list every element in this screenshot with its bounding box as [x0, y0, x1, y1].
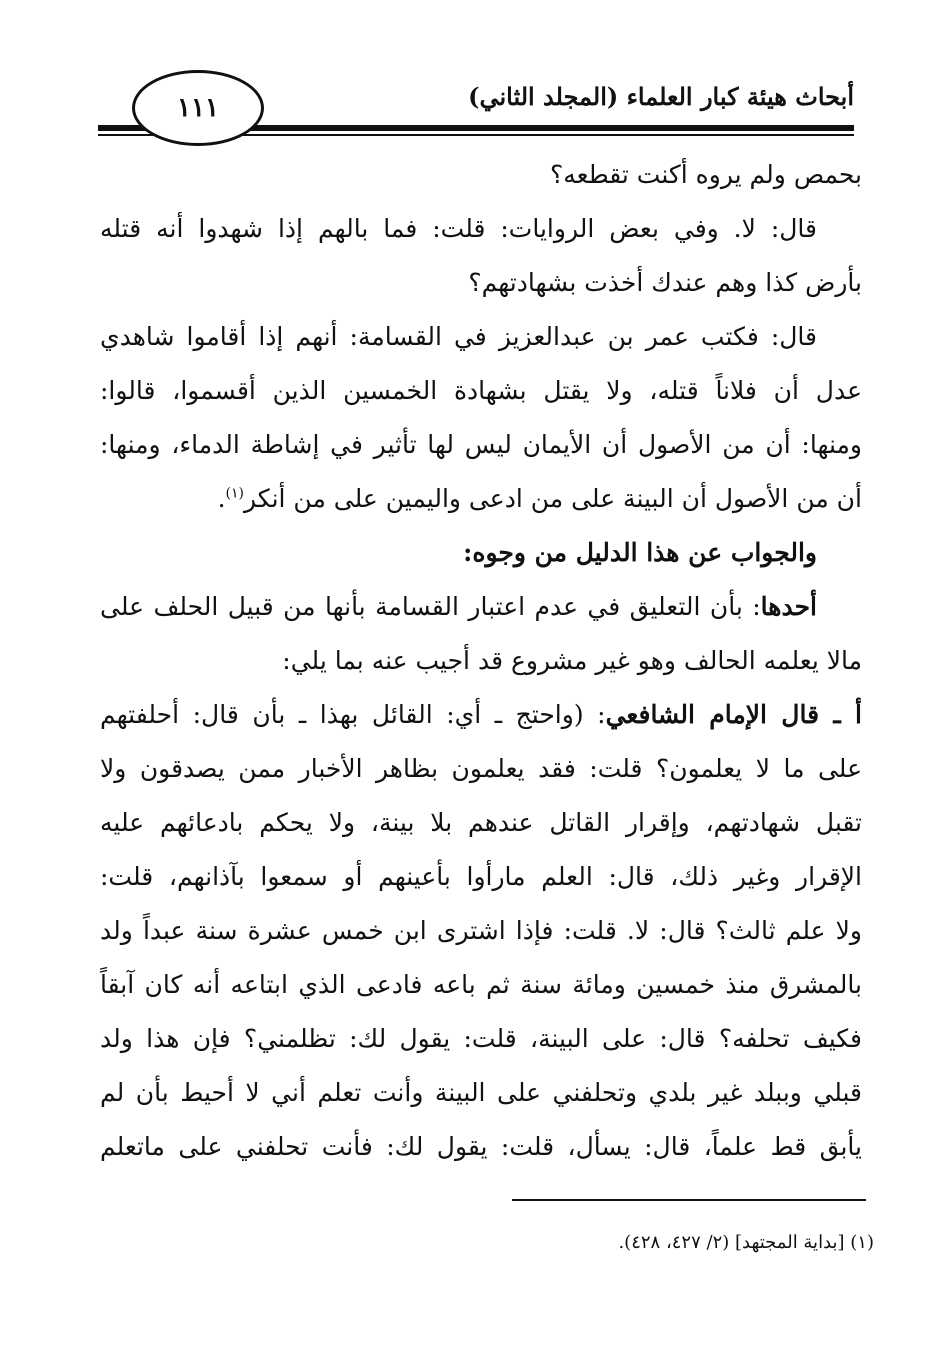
text-line: فكيف تحلفه؟ قال: على البينة، قلت: يقول لك: تظلمني؟ فإن هذا ولد [100, 1024, 862, 1053]
text-line: بأرض كذا وهم عندك أخذت بشهادتهم؟ [468, 268, 862, 297]
bold-lead: أحدها [760, 592, 817, 621]
text-line [100, 472, 862, 526]
bold-lead: أ ـ قال الإمام الشافعي [605, 700, 862, 729]
text-line: مالا يعلمه الحالف وهو غير مشروع قد أجيب عنه بما يلي: [282, 646, 862, 675]
footnote: (١) [بداية المجتهد] (٢/ ٤٢٧، ٤٢٨). [618, 1232, 874, 1253]
text-line [100, 580, 862, 634]
text-line: ولا علم ثالث؟ قال: لا. قلت: فإذا اشترى ابن خمس عشرة سنة عبداً ولد [100, 916, 862, 945]
line-end: . [217, 484, 226, 513]
text-line: على ما لا يعلمون؟ قلت: فقد يعلمون بظاهر الأخبار ممن يصدقون ولا [100, 754, 862, 783]
text-line: عدل أن فلاناً قتله، ولا يقتل بشهادة الخمسين الذين أقسموا، قالوا: [100, 376, 862, 405]
text-line: يأبق قط علماً، قال: يسأل، قلت: يقول لك: فأنت تحلفني على ماتعلم [100, 1132, 862, 1161]
text-line [100, 688, 862, 742]
body-text [100, 148, 862, 1174]
footnote-separator [512, 1199, 866, 1201]
page-header [0, 0, 946, 150]
page-number-badge [132, 70, 264, 146]
line-text: : (واحتج ـ أي: القائل بهذا ـ بأن قال: أحلفتهم [100, 700, 606, 729]
page-number: ١١١ [177, 93, 219, 123]
heading-text: والجواب عن هذا الدليل من وجوه: [463, 538, 817, 567]
text-line: قبلي وببلد غير بلدي وتحلفني على البينة وأنت تعلم أني لا أحيط بأن لم [100, 1078, 862, 1107]
text-line: بالمشرق منذ خمسين ومائة سنة ثم باعه فادعى الذي ابتاعه أنه كان آبقاً [100, 970, 862, 999]
section-heading [100, 526, 862, 580]
text-line: الإقرار وغير ذلك، قال: العلم مارأوا بأعينهم أو سمعوا بآذانهم، قلت: [100, 862, 862, 891]
footnote-reference: (١) [225, 485, 244, 502]
line-text: : بأن التعليق في عدم اعتبار القسامة بأنها من قبيل الحلف على [100, 592, 761, 621]
text-line: بحمص ولم يروه أكنت تقطعه؟ [550, 160, 862, 189]
text-line: قال: لا. وفي بعض الروايات: قلت: فما بالهم إذا شهدوا أنه قتله [100, 214, 817, 243]
line-text: أن من الأصول أن البينة على من ادعى واليمين على من أنكر [243, 484, 862, 513]
text-line: قال: فكتب عمر بن عبدالعزيز في القسامة: أنهم إذا أقاموا شاهدي [100, 322, 817, 351]
running-title: أبحاث هيئة كبار العلماء (المجلد الثاني) [468, 82, 854, 111]
text-line: تقبل شهادتهم، وإقرار القاتل عندهم بلا بينة، ولا يحكم بادعائهم عليه [100, 808, 862, 837]
text-line: ومنها: أن من الأصول أن الأيمان ليس لها تأثير في إشاطة الدماء، ومنها: [100, 430, 862, 459]
